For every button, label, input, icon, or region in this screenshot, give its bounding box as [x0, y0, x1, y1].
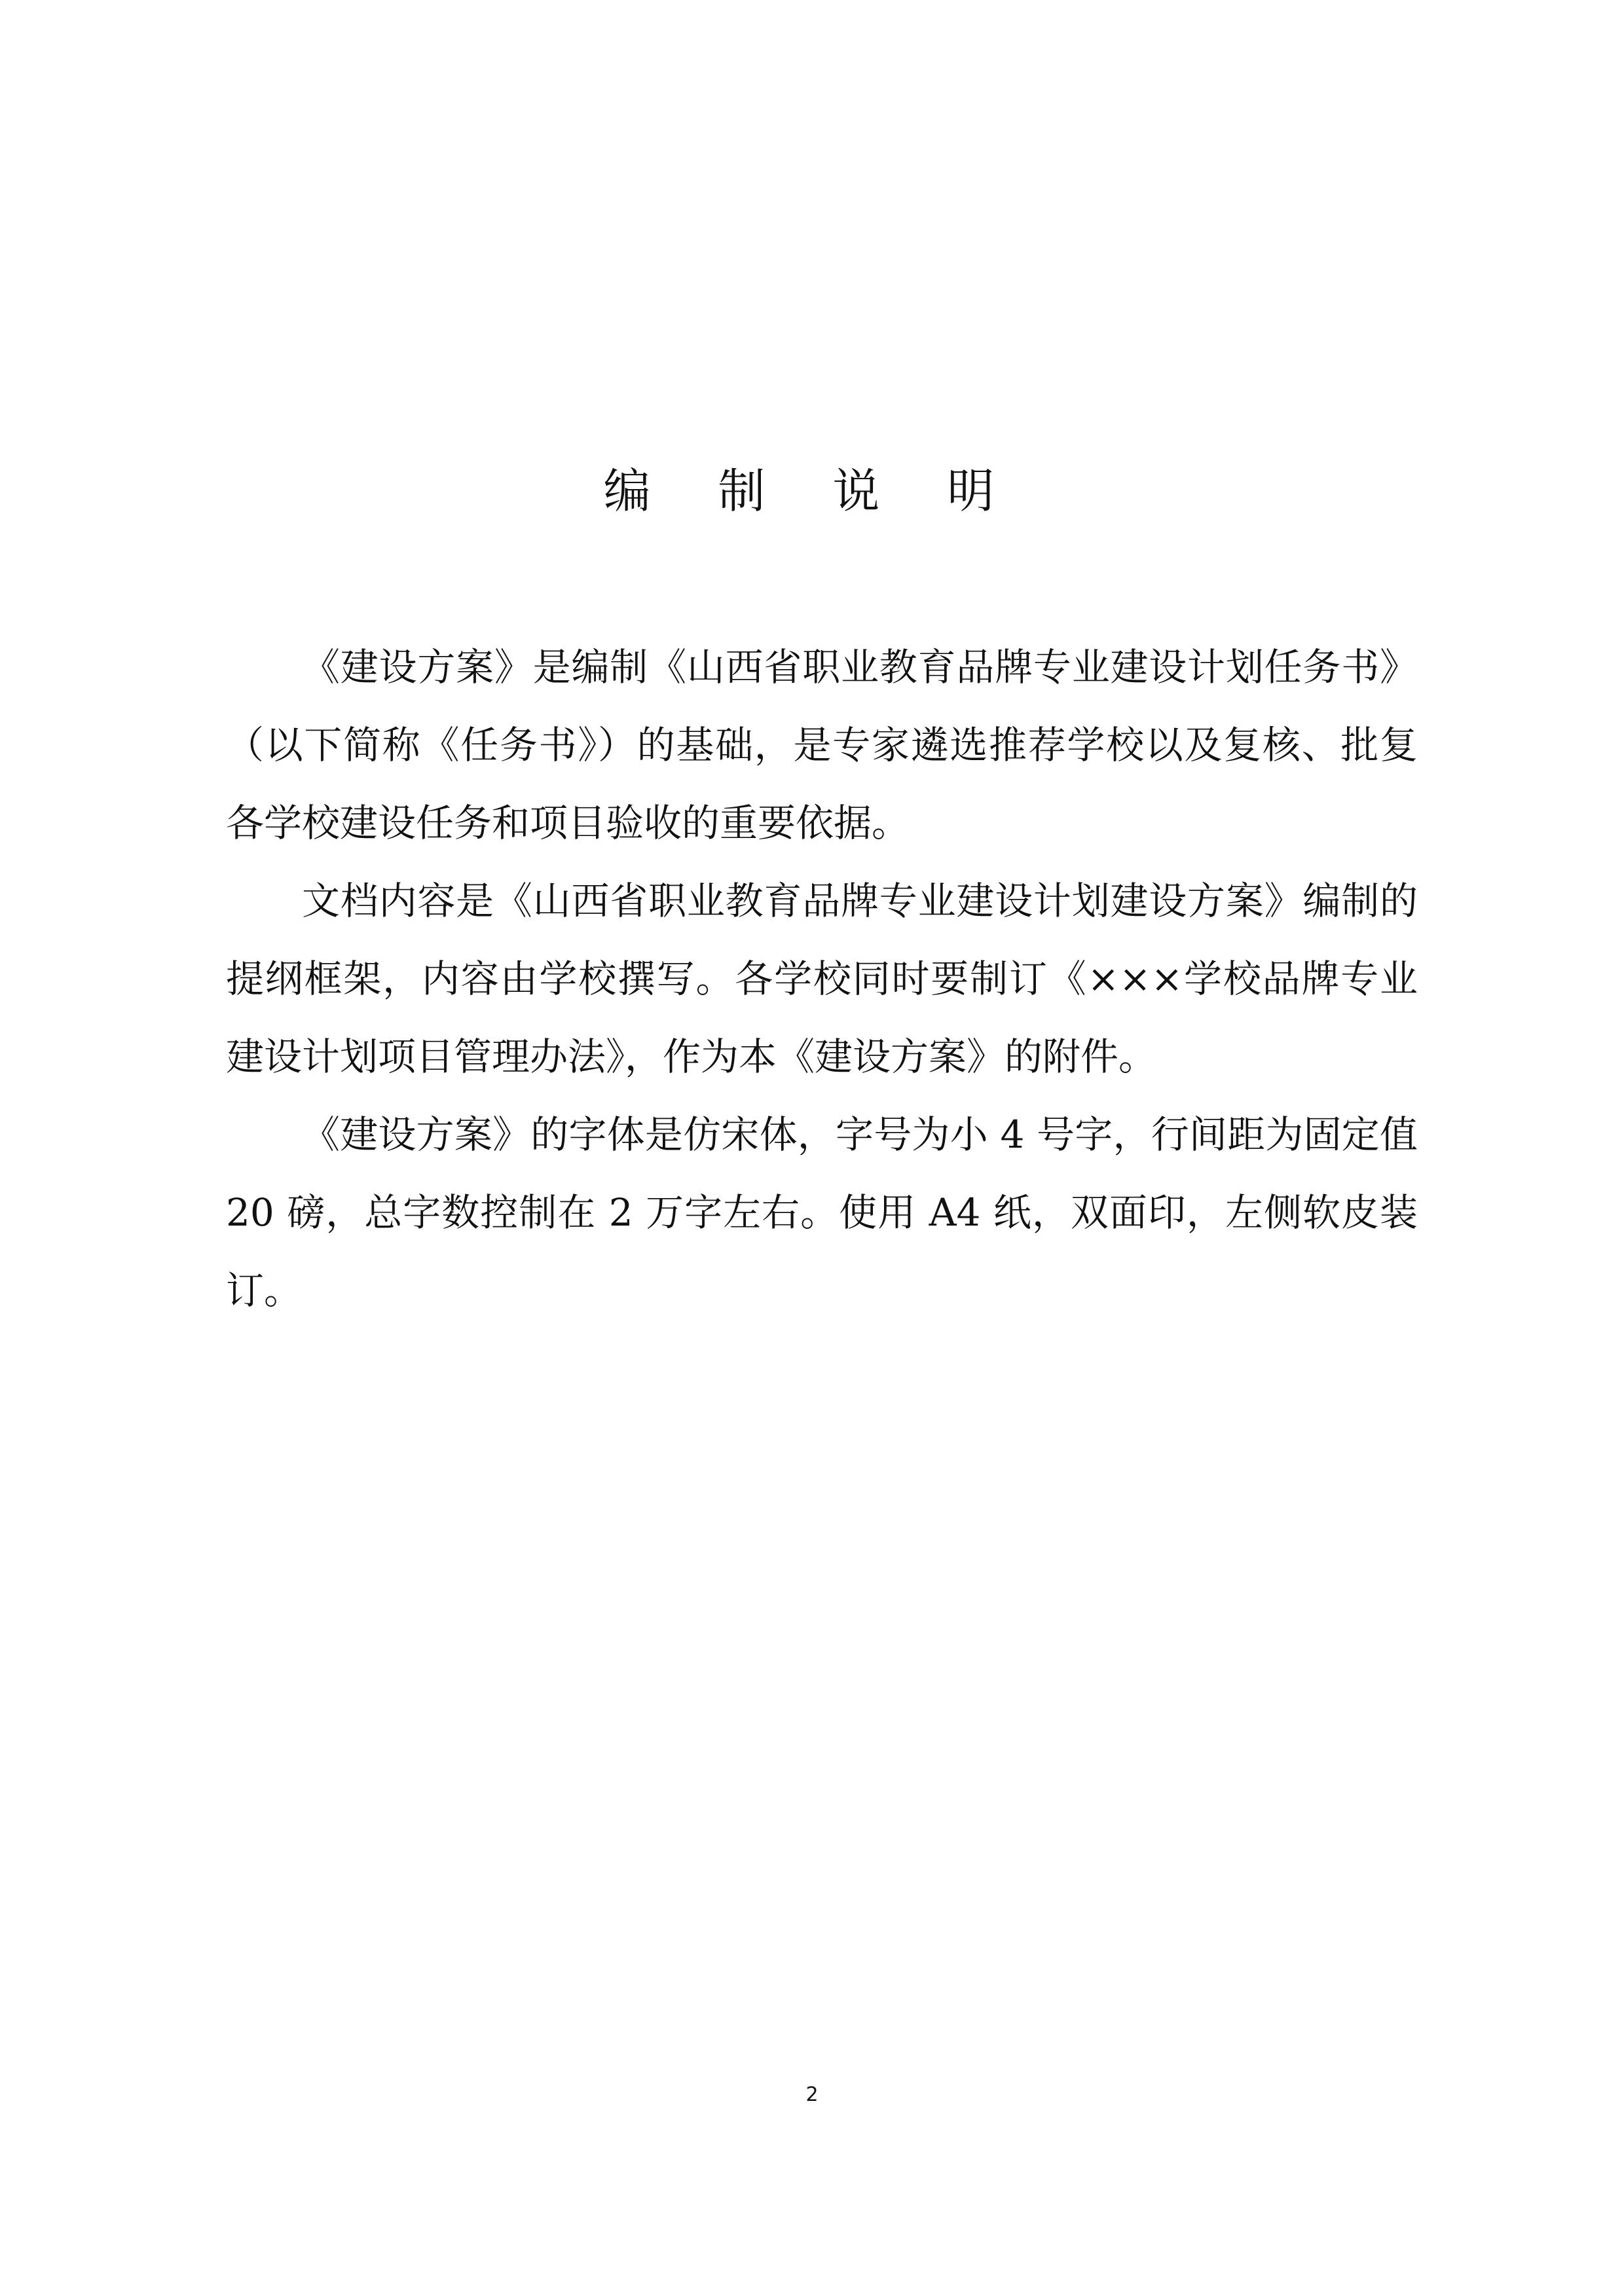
- document-body: [226, 629, 1418, 1330]
- document-title: 编 制 说 明: [603, 464, 1021, 519]
- paragraph: 《建设方案》是编制《山西省职业教育品牌专业建设计划任务书》（以下简称《任务书》）的基础，是专家遴选推荐学校以及复核、批复各学校建设任务和项目验收的重要依据。: [226, 645, 1418, 845]
- paragraph: 文档内容是《山西省职业教育品牌专业建设计划建设方案》编制的提纲框架，内容由学校撰写。各学校同时要制订《×××学校品牌专业建设计划项目管理办法》，作为本《建设方案》的附件。: [226, 879, 1418, 1079]
- page-number: 2: [805, 2083, 819, 2106]
- paragraph: 《建设方案》的字体是仿宋体，字号为小 4 号字，行间距为固定值 20 磅，总字数控制在 2 万字左右。使用 A4 纸，双面印，左侧软皮装订。: [226, 1112, 1418, 1313]
